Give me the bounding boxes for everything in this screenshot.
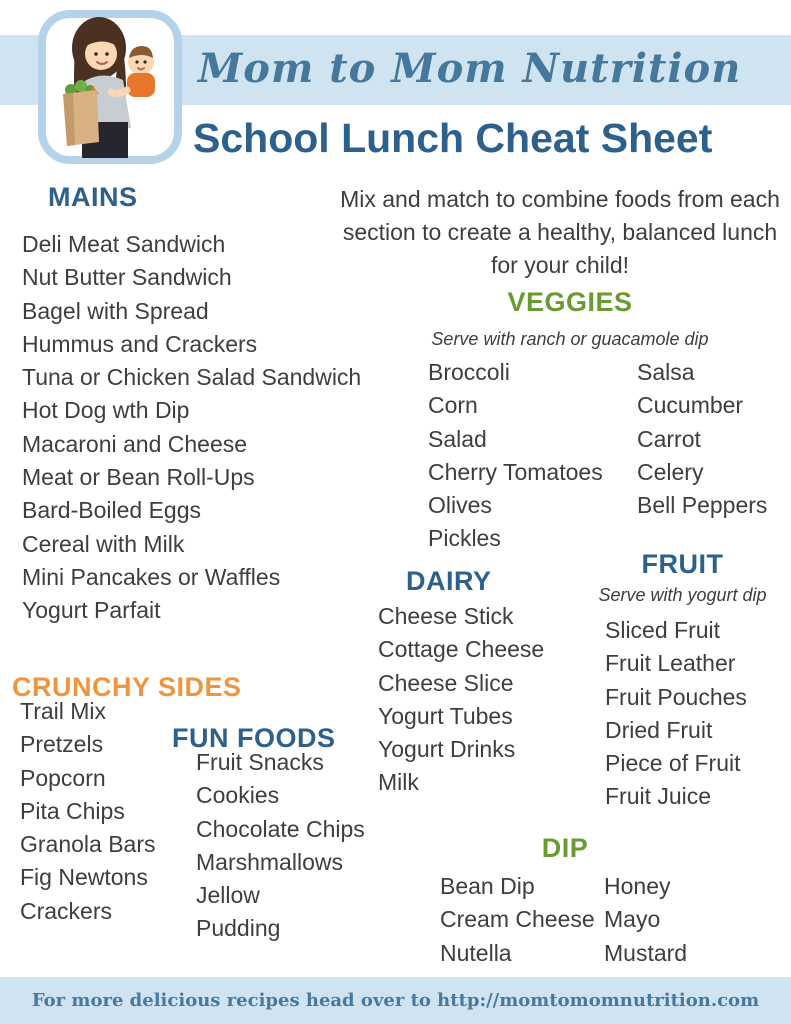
intro-text: Mix and match to combine foods from each section to create a healthy, balanced lunch for your child!: [340, 186, 780, 278]
list-item: Yogurt Drinks: [378, 736, 516, 763]
list-item: Nutella: [440, 939, 512, 966]
list-item: Hot Dog wth Dip: [22, 397, 190, 424]
crunchy-sides-heading: CRUNCHY SIDES: [12, 672, 242, 702]
list-item: Popcorn: [20, 764, 106, 791]
dip-column-1: [440, 870, 604, 970]
list-item: Jellow: [196, 882, 260, 909]
list-item: Pudding: [196, 915, 281, 942]
list-item: Broccoli: [428, 359, 510, 385]
list-item: Honey: [604, 873, 671, 899]
list-item: Olives: [428, 492, 492, 519]
page-title: School Lunch Cheat Sheet: [193, 115, 713, 161]
list-item: Cucumber: [637, 392, 744, 419]
list-item: Celery: [637, 458, 704, 485]
footer-band: [0, 977, 791, 1024]
list-item: Fruit Leather: [605, 650, 736, 677]
list-item: Dried Fruit: [605, 716, 713, 743]
list-item: Cream Cheese: [440, 906, 595, 933]
dip-section: [410, 832, 720, 970]
list-item: Yogurt Tubes: [378, 702, 513, 729]
list-item: Milk: [378, 769, 419, 796]
mains-heading: MAINS: [48, 182, 138, 212]
list-item: Marshmallows: [196, 848, 343, 875]
veggies-section: [350, 286, 790, 556]
dairy-heading: DAIRY: [406, 566, 492, 596]
list-item: Corn: [428, 392, 478, 419]
fruit-subtitle: Serve with yogurt dip: [598, 585, 767, 605]
fruit-list: [585, 614, 780, 814]
list-item: Pita Chips: [20, 797, 125, 824]
list-item: Macaroni and Cheese: [22, 430, 248, 457]
list-item: Cheese Slice: [378, 669, 514, 696]
list-item: Tuna or Chicken Salad Sandwich: [22, 364, 362, 391]
veggies-column-2: [637, 356, 767, 556]
fruit-section: [585, 548, 780, 814]
list-item: Cookies: [196, 782, 280, 809]
dip-column-2: [604, 870, 687, 970]
list-item: Yogurt Parfait: [22, 597, 161, 624]
footer-link[interactable]: For more delicious recipes head over to http://momtomomnutrition.com: [31, 990, 760, 1011]
list-item: Carrot: [637, 425, 701, 452]
fun-foods-heading: FUN FOODS: [172, 723, 336, 753]
list-item: Deli Meat Sandwich: [22, 231, 226, 257]
list-item: Fig Newtons: [20, 864, 148, 891]
dip-heading: DIP: [541, 833, 589, 863]
list-item: Bagel with Spread: [22, 297, 209, 324]
list-item: Cheese Stick: [378, 603, 514, 629]
list-item: Mustard: [604, 939, 688, 966]
list-item: Cherry Tomatoes: [428, 458, 603, 485]
list-item: Pickles: [428, 525, 501, 552]
crunchy-sides-list: [20, 695, 156, 928]
list-item: Chocolate Chips: [196, 815, 365, 842]
mains-list: [22, 228, 361, 628]
list-item: Piece of Fruit: [605, 750, 741, 777]
list-item: Cereal with Milk: [22, 530, 185, 557]
list-item: Cottage Cheese: [378, 636, 545, 663]
list-item: Bean Dip: [440, 873, 535, 899]
brand-logo: [35, 4, 185, 170]
list-item: Granola Bars: [20, 831, 156, 858]
list-item: Hummus and Crackers: [22, 330, 258, 357]
list-item: Bard-Boiled Eggs: [22, 497, 201, 524]
list-item: Mini Pancakes or Waffles: [22, 563, 281, 590]
list-item: Trail Mix: [20, 698, 107, 724]
fruit-heading: FRUIT: [641, 549, 724, 579]
veggies-column-1: [428, 356, 637, 556]
veggies-heading: VEGGIES: [507, 287, 633, 317]
brand-name: Mom to Mom Nutrition: [198, 45, 742, 92]
list-item: Bell Peppers: [637, 492, 768, 519]
list-item: Meat or Bean Roll-Ups: [22, 464, 255, 491]
list-item: Crackers: [20, 897, 113, 924]
list-item: Fruit Juice: [605, 783, 712, 810]
list-item: Fruit Pouches: [605, 683, 747, 710]
list-item: Sliced Fruit: [605, 617, 721, 643]
fun-foods-list: [196, 746, 365, 946]
list-item: Salad: [428, 425, 487, 452]
list-item: Pretzels: [20, 731, 104, 758]
list-item: Mayo: [604, 906, 661, 933]
veggies-subtitle: Serve with ranch or guacamole dip: [431, 329, 709, 349]
list-item: Fruit Snacks: [196, 749, 324, 775]
mom-and-baby-icon: [35, 4, 185, 170]
list-item: Salsa: [637, 359, 695, 385]
list-item: Nut Butter Sandwich: [22, 264, 232, 291]
dairy-list: [378, 600, 544, 800]
